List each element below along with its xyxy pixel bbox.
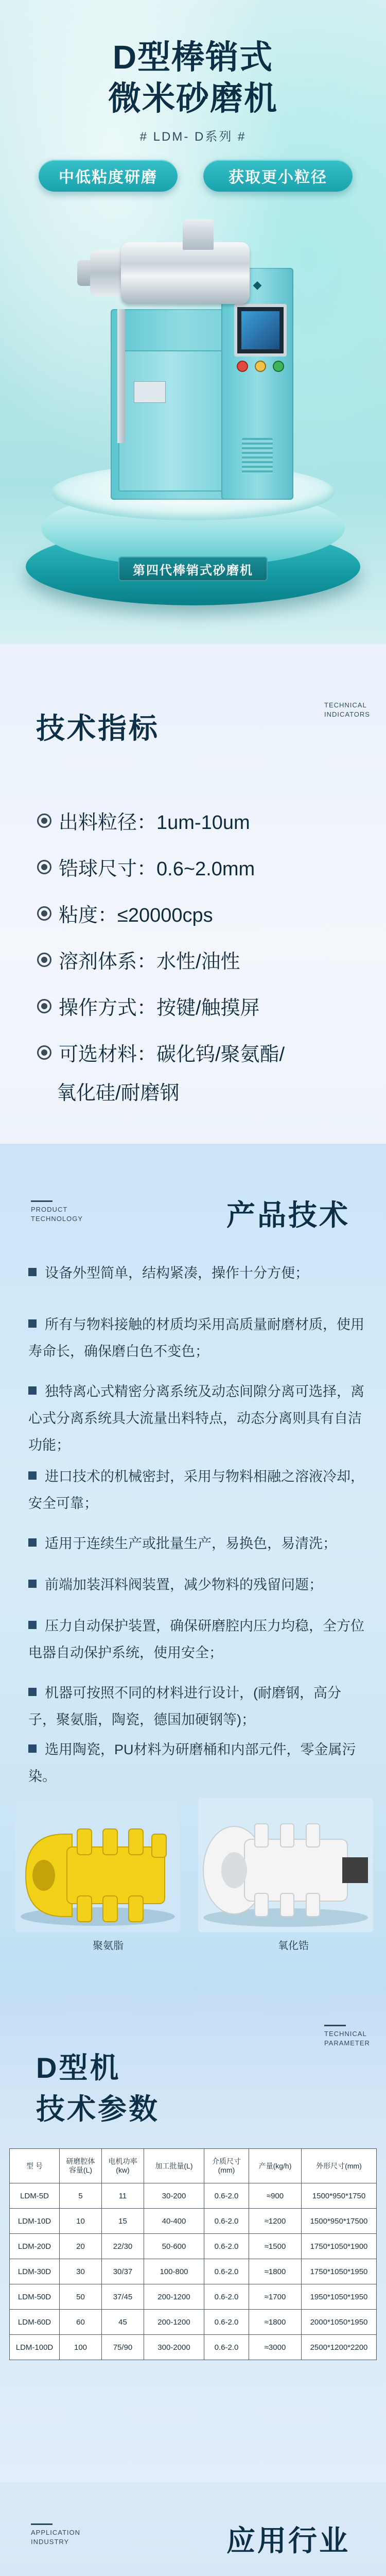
spec-text: 溶剂体系：水性/油性 (59, 951, 240, 973)
bullet-icon (37, 906, 51, 921)
industry-en-line1: APPLICATION (31, 2529, 81, 2536)
divider (324, 2025, 346, 2026)
spec-text: 出料粒径：1um-10um (59, 812, 250, 834)
table-header-cell: 外形尺寸(mm) (302, 2149, 377, 2183)
table-cell: ≈1800 (249, 2310, 302, 2335)
params-title-line1: D型机 (36, 2052, 121, 2084)
list-item-text: 进口技术的机械密封，采用与物料相融之溶液冷却，安全可靠； (28, 1469, 364, 1511)
product-tech-section (0, 1144, 386, 1994)
divider (31, 2523, 52, 2525)
table-cell: LDM-10D (10, 2209, 60, 2234)
table-cell: 1500*950*1750 (302, 2183, 377, 2209)
table-cell: 60 (60, 2310, 102, 2335)
list-item (28, 1613, 368, 1666)
table-cell: 0.6-2.0 (204, 2183, 249, 2209)
table-cell: 0.6-2.0 (204, 2259, 249, 2284)
specs-english-label (324, 701, 370, 719)
table-cell: ≈1700 (249, 2284, 302, 2310)
params-title-line2: 技术参数 (36, 2093, 160, 2125)
table-cell: 0.6-2.0 (204, 2209, 249, 2234)
industry-english-label (31, 2523, 80, 2547)
hero-subtitle: # LDM- D系列 # (139, 130, 247, 144)
square-bullet-icon (28, 1386, 37, 1395)
table-cell: 10 (60, 2209, 102, 2234)
machine-logo-icon: ◆ (253, 278, 262, 291)
machine-yellow-button-icon (255, 361, 266, 372)
specs-section (0, 644, 386, 1144)
spec-item (37, 899, 213, 927)
prodtech-en-line1: PRODUCT (31, 1206, 68, 1213)
polyurethane-rotor-image (15, 1798, 180, 1932)
table-cell: ≈1800 (249, 2259, 302, 2284)
industry-title: 应用行业 (226, 2524, 350, 2557)
table-cell: 100 (60, 2335, 102, 2360)
table-cell: 2500*1200*2200 (302, 2335, 377, 2360)
list-item-text: 压力自动保护装置，确保研磨腔内压力均稳，全方位电器自动保护系统，使用安全； (28, 1618, 364, 1660)
params-section (0, 1994, 386, 2482)
table-cell: ≈900 (249, 2183, 302, 2209)
specs-en-line1: TECHNICAL (324, 701, 367, 709)
specs-en-line2: INDICATORS (324, 710, 370, 718)
table-cell: LDM-30D (10, 2259, 60, 2284)
table-header-cell: 研磨腔体 容量(L) (60, 2149, 102, 2183)
table-cell: 0.6-2.0 (204, 2284, 249, 2310)
table-cell: 22/30 (102, 2234, 144, 2259)
table-cell: ≈1500 (249, 2234, 302, 2259)
table-cell: 200-1200 (144, 2310, 204, 2335)
table-header-cell: 介质尺寸 (mm) (204, 2149, 249, 2183)
prodtech-english-label (31, 1200, 83, 1224)
table-cell: 1750*1050*1950 (302, 2259, 377, 2284)
square-bullet-icon (28, 1319, 37, 1328)
spec-text: 锆球尺寸：0.6~2.0mm (59, 858, 255, 880)
list-item-text: 设备外型简单，结构紧凑，操作十分方便； (45, 1265, 309, 1281)
table-cell: LDM-50D (10, 2284, 60, 2310)
feature-pill-finer-particles: 获取更小粒径 (203, 160, 353, 192)
machine-flange (117, 309, 125, 443)
prodtech-en-line2: TECHNOLOGY (31, 1215, 83, 1223)
table-header-cell: 电机功率 (kw) (102, 2149, 144, 2183)
table-row (10, 2284, 377, 2310)
params-en-line1: TECHNICAL (324, 2030, 367, 2038)
list-item-text: 适用于连续生产或批量生产，易换色，易清洗； (45, 1536, 337, 1551)
machine-inlet (183, 219, 214, 250)
spec-item (37, 853, 255, 881)
table-cell: 1750*1050*1900 (302, 2234, 377, 2259)
table-cell: 0.6-2.0 (204, 2310, 249, 2335)
hero-section (0, 0, 386, 644)
sand-mill-machine-image (0, 0, 386, 644)
table-row (10, 2209, 377, 2234)
square-bullet-icon (28, 1471, 37, 1480)
table-header-cell: 加工批量(L) (144, 2149, 204, 2183)
list-item (28, 1736, 368, 1790)
square-bullet-icon (28, 1580, 37, 1588)
list-item (28, 1680, 368, 1733)
table-header-row (10, 2149, 377, 2183)
table-cell: 30-200 (144, 2183, 204, 2209)
bullet-icon (37, 814, 51, 828)
square-bullet-icon (28, 1538, 37, 1547)
table-header-cell: 型 号 (10, 2149, 60, 2183)
divider (31, 1200, 52, 1202)
list-item-text: 机器可按照不同的材料进行设计，(耐磨钢，高分子，聚氨脂，陶瓷，德国加硬钢等)； (28, 1685, 341, 1727)
table-row (10, 2234, 377, 2259)
table-cell: 20 (60, 2234, 102, 2259)
table-cell: 11 (102, 2183, 144, 2209)
spec-text: 粘度：≤20000cps (59, 905, 213, 926)
spec-text: 操作方式：按键/触摸屏 (59, 997, 260, 1019)
params-table (9, 2148, 377, 2360)
table-cell: LDM-20D (10, 2234, 60, 2259)
square-bullet-icon (28, 1744, 37, 1753)
table-cell: 75/90 (102, 2335, 144, 2360)
table-cell: 30/37 (102, 2259, 144, 2284)
list-item (28, 1571, 368, 1598)
industry-section (0, 2482, 386, 2576)
bullet-icon (37, 999, 51, 1013)
table-cell: 50-600 (144, 2234, 204, 2259)
table-cell: 0.6-2.0 (204, 2335, 249, 2360)
spec-text-continued: 氧化硅/耐磨钢 (57, 1082, 180, 1104)
bullet-icon (37, 953, 51, 967)
list-item-text: 所有与物料接触的材质均采用高质量耐磨材质，使用寿命长，确保磨白色不变色； (28, 1317, 364, 1359)
table-header-cell: 产量(kg/h) (249, 2149, 302, 2183)
caption-polyurethane: 聚氨脂 (93, 1940, 124, 1952)
list-item (28, 1463, 368, 1517)
bullet-icon (37, 860, 51, 874)
table-cell: 40-400 (144, 2209, 204, 2234)
industry-en-line2: INDUSTRY (31, 2538, 69, 2546)
specs-title: 技术指标 (36, 712, 160, 744)
zirconia-rotor-image (198, 1798, 373, 1932)
list-item-text: 独特离心式精密分离系统及动态间隙分离可选择，离心式分离系统具大流量出料特点，动态分离则具有自洁功能； (28, 1384, 364, 1453)
machine-nameplate (134, 381, 166, 403)
table-cell: 30 (60, 2259, 102, 2284)
machine-vent (242, 438, 273, 474)
podium-label: 第四代棒销式砂磨机 (118, 556, 268, 581)
table-cell: 1950*1050*1950 (302, 2284, 377, 2310)
list-item (28, 1311, 368, 1365)
machine-door (118, 350, 223, 492)
table-cell: ≈1200 (249, 2209, 302, 2234)
spec-item (37, 1038, 285, 1066)
hero-title-line1: D型棒销式 (112, 39, 274, 76)
table-row (10, 2183, 377, 2209)
table-cell: 1500*950*17500 (302, 2209, 377, 2234)
table-cell: 2000*1050*1950 (302, 2310, 377, 2335)
table-cell: ≈3000 (249, 2335, 302, 2360)
machine-green-button-icon (273, 361, 284, 372)
list-item (28, 1530, 368, 1557)
list-item (28, 1378, 368, 1459)
table-cell: LDM-100D (10, 2335, 60, 2360)
spec-item (37, 992, 260, 1020)
bullet-icon (37, 1045, 51, 1060)
table-cell: 45 (102, 2310, 144, 2335)
machine-grinding-drum (121, 242, 250, 304)
table-cell: 100-800 (144, 2259, 204, 2284)
square-bullet-icon (28, 1621, 37, 1629)
table-row (10, 2310, 377, 2335)
machine-red-button-icon (237, 361, 248, 372)
table-cell: 37/45 (102, 2284, 144, 2310)
table-row (10, 2259, 377, 2284)
table-cell: 50 (60, 2284, 102, 2310)
table-cell: 5 (60, 2183, 102, 2209)
spec-item (37, 945, 240, 974)
feature-pill-low-viscosity: 中低粘度研磨 (39, 160, 178, 192)
table-cell: 300-2000 (144, 2335, 204, 2360)
params-english-label (324, 2025, 370, 2048)
spec-item (37, 806, 250, 835)
caption-zirconia: 氧化锆 (278, 1940, 309, 1952)
list-item (28, 1260, 368, 1286)
prodtech-title: 产品技术 (226, 1199, 350, 1231)
hero-title-line2: 微米砂磨机 (108, 80, 278, 117)
square-bullet-icon (28, 1688, 37, 1696)
table-cell: 200-1200 (144, 2284, 204, 2310)
table-cell: LDM-60D (10, 2310, 60, 2335)
table-cell: 0.6-2.0 (204, 2234, 249, 2259)
table-cell: 15 (102, 2209, 144, 2234)
list-item-text: 前端加装洱料阀装置，减少物料的残留问题； (45, 1577, 323, 1592)
table-cell: LDM-5D (10, 2183, 60, 2209)
params-en-line2: PARAMETER (324, 2039, 370, 2047)
machine-touch-screen (234, 304, 287, 357)
spec-text: 可选材料：碳化钨/聚氨酯/ (59, 1044, 285, 1065)
square-bullet-icon (28, 1268, 37, 1276)
table-row (10, 2335, 377, 2360)
list-item-text: 选用陶瓷，PU材料为研磨桶和内部元件，零金属污染。 (28, 1742, 356, 1784)
